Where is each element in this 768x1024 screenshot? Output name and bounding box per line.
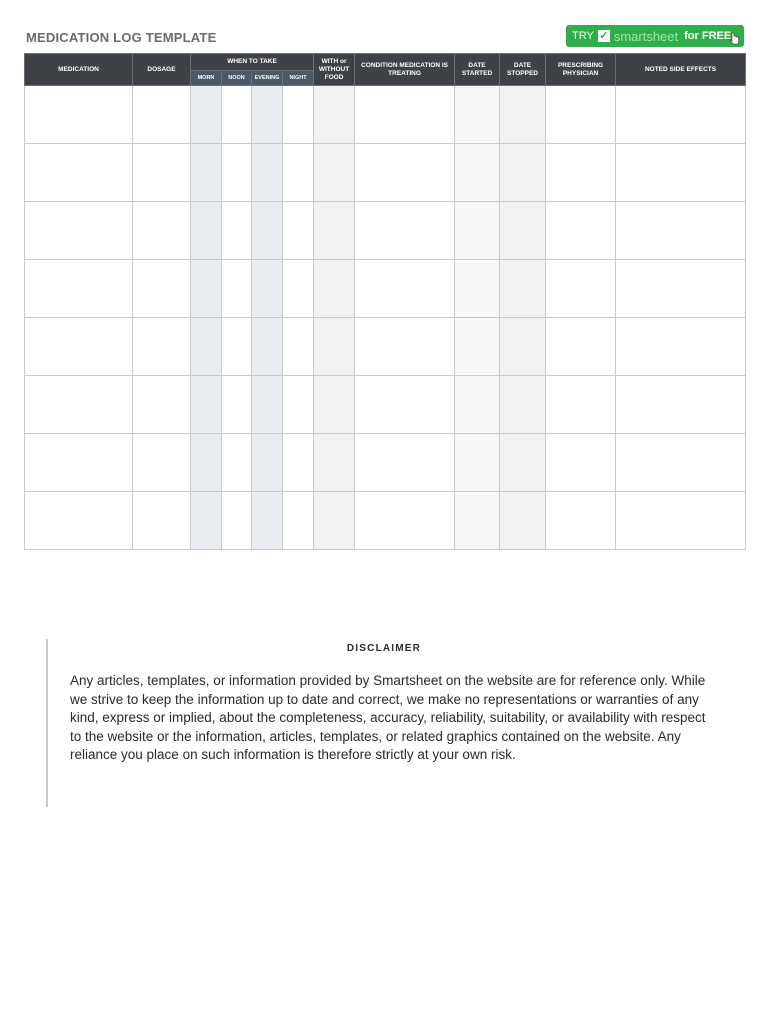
cell-side-effects[interactable] bbox=[616, 144, 746, 202]
cell-morn[interactable] bbox=[191, 492, 222, 550]
table-row bbox=[25, 86, 746, 144]
cell-night[interactable] bbox=[283, 202, 314, 260]
cell-noon[interactable] bbox=[222, 434, 252, 492]
cell-medication[interactable] bbox=[25, 376, 133, 434]
cell-dosage[interactable] bbox=[133, 376, 191, 434]
subheader-morn: MORN bbox=[191, 71, 222, 86]
cell-morn[interactable] bbox=[191, 86, 222, 144]
cell-night[interactable] bbox=[283, 492, 314, 550]
cell-date-started[interactable] bbox=[455, 318, 500, 376]
cell-morn[interactable] bbox=[191, 260, 222, 318]
cell-noon[interactable] bbox=[222, 376, 252, 434]
pointer-cursor-icon bbox=[729, 32, 740, 45]
cell-food[interactable] bbox=[314, 492, 355, 550]
table-row bbox=[25, 434, 746, 492]
disclaimer-divider bbox=[46, 639, 48, 807]
cell-night[interactable] bbox=[283, 260, 314, 318]
cell-evening[interactable] bbox=[252, 144, 283, 202]
cell-physician[interactable] bbox=[546, 86, 616, 144]
cell-condition[interactable] bbox=[355, 434, 455, 492]
cell-date-stopped[interactable] bbox=[500, 376, 546, 434]
subheader-night: NIGHT bbox=[283, 71, 314, 86]
cell-evening[interactable] bbox=[252, 202, 283, 260]
cell-food[interactable] bbox=[314, 376, 355, 434]
cell-side-effects[interactable] bbox=[616, 492, 746, 550]
table-body bbox=[25, 86, 746, 550]
cell-date-stopped[interactable] bbox=[500, 492, 546, 550]
header-condition: CONDITION MEDICATION IS TREATING bbox=[355, 54, 455, 86]
cell-medication[interactable] bbox=[25, 202, 133, 260]
cell-date-started[interactable] bbox=[455, 376, 500, 434]
cell-night[interactable] bbox=[283, 434, 314, 492]
cell-noon[interactable] bbox=[222, 202, 252, 260]
cell-night[interactable] bbox=[283, 144, 314, 202]
table-row bbox=[25, 492, 746, 550]
subheader-evening: EVENING bbox=[252, 71, 283, 86]
cell-dosage[interactable] bbox=[133, 86, 191, 144]
cell-date-stopped[interactable] bbox=[500, 260, 546, 318]
cell-evening[interactable] bbox=[252, 434, 283, 492]
cell-evening[interactable] bbox=[252, 260, 283, 318]
cell-medication[interactable] bbox=[25, 260, 133, 318]
cell-side-effects[interactable] bbox=[616, 434, 746, 492]
cell-medication[interactable] bbox=[25, 86, 133, 144]
header-date-stopped: DATE STOPPED bbox=[500, 54, 546, 86]
cell-morn[interactable] bbox=[191, 434, 222, 492]
cell-noon[interactable] bbox=[222, 144, 252, 202]
cell-side-effects[interactable] bbox=[616, 260, 746, 318]
disclaimer-body: Any articles, templates, or information provided by Smartsheet on the website are for reference only. While we strive to keep the information up to date and correct, we make no representations or warranties of any kind, express or implied, about the completeness, accuracy, reliability, suitability, or availability with respect to the website or the information, articles, templates, or related graphics contained on the website. Any reliance you place on such information is therefore strictly at your own risk. bbox=[70, 673, 706, 762]
cell-physician[interactable] bbox=[546, 376, 616, 434]
cell-night[interactable] bbox=[283, 376, 314, 434]
cell-evening[interactable] bbox=[252, 318, 283, 376]
cell-medication[interactable] bbox=[25, 144, 133, 202]
cell-condition[interactable] bbox=[355, 318, 455, 376]
cell-evening[interactable] bbox=[252, 376, 283, 434]
cell-date-started[interactable] bbox=[455, 144, 500, 202]
cell-evening[interactable] bbox=[252, 492, 283, 550]
cell-physician[interactable] bbox=[546, 202, 616, 260]
cell-food[interactable] bbox=[314, 86, 355, 144]
cell-date-stopped[interactable] bbox=[500, 434, 546, 492]
cell-physician[interactable] bbox=[546, 492, 616, 550]
cell-condition[interactable] bbox=[355, 260, 455, 318]
medication-log-table bbox=[24, 53, 746, 550]
cell-physician[interactable] bbox=[546, 318, 616, 376]
cell-date-started[interactable] bbox=[455, 260, 500, 318]
cell-morn[interactable] bbox=[191, 144, 222, 202]
cell-side-effects[interactable] bbox=[616, 318, 746, 376]
cell-food[interactable] bbox=[314, 260, 355, 318]
checkmark-icon: ✓ bbox=[599, 30, 609, 42]
cta-free-label: for FREE bbox=[684, 30, 732, 42]
cell-side-effects[interactable] bbox=[616, 86, 746, 144]
header-prescribing-physician: PRESCRIBING PHYSICIAN bbox=[546, 54, 616, 86]
page-title: MEDICATION LOG TEMPLATE bbox=[26, 30, 217, 45]
cell-dosage[interactable] bbox=[133, 202, 191, 260]
cell-medication[interactable] bbox=[25, 434, 133, 492]
cell-physician[interactable] bbox=[546, 144, 616, 202]
header-dosage: DOSAGE bbox=[133, 54, 191, 86]
header-when-to-take: WHEN TO TAKE bbox=[191, 54, 314, 71]
cell-noon[interactable] bbox=[222, 492, 252, 550]
subheader-noon: NOON bbox=[222, 71, 252, 86]
cell-dosage[interactable] bbox=[133, 260, 191, 318]
header-with-without-food: WITH or WITHOUT FOOD bbox=[314, 54, 355, 86]
cell-food[interactable] bbox=[314, 318, 355, 376]
header-date-started: DATE STARTED bbox=[455, 54, 500, 86]
cell-date-started[interactable] bbox=[455, 202, 500, 260]
cell-date-stopped[interactable] bbox=[500, 144, 546, 202]
cell-date-stopped[interactable] bbox=[500, 202, 546, 260]
cell-physician[interactable] bbox=[546, 260, 616, 318]
cta-try-label: TRY bbox=[572, 30, 594, 42]
cell-food[interactable] bbox=[314, 434, 355, 492]
table-row bbox=[25, 144, 746, 202]
cell-dosage[interactable] bbox=[133, 144, 191, 202]
cell-food[interactable] bbox=[314, 202, 355, 260]
disclaimer-heading: DISCLAIMER bbox=[346, 643, 422, 654]
cell-food[interactable] bbox=[314, 144, 355, 202]
cell-condition[interactable] bbox=[355, 86, 455, 144]
cell-dosage[interactable] bbox=[133, 318, 191, 376]
cell-date-stopped[interactable] bbox=[500, 86, 546, 144]
table-row bbox=[25, 376, 746, 434]
cell-morn[interactable] bbox=[191, 376, 222, 434]
cell-date-started[interactable] bbox=[455, 86, 500, 144]
cell-date-stopped[interactable] bbox=[500, 318, 546, 376]
cell-condition[interactable] bbox=[355, 202, 455, 260]
cell-medication[interactable] bbox=[25, 492, 133, 550]
cell-date-started[interactable] bbox=[455, 492, 500, 550]
cell-morn[interactable] bbox=[191, 318, 222, 376]
cell-side-effects[interactable] bbox=[616, 202, 746, 260]
cell-side-effects[interactable] bbox=[616, 376, 746, 434]
cell-noon[interactable] bbox=[222, 86, 252, 144]
cell-night[interactable] bbox=[283, 86, 314, 144]
cell-night[interactable] bbox=[283, 318, 314, 376]
header-side-effects: NOTED SIDE EFFECTS bbox=[616, 54, 746, 86]
header-medication: MEDICATION bbox=[25, 54, 133, 86]
cell-morn[interactable] bbox=[191, 202, 222, 260]
cell-condition[interactable] bbox=[355, 144, 455, 202]
cell-condition[interactable] bbox=[355, 376, 455, 434]
smartsheet-logo-text: smartsheet bbox=[613, 28, 679, 44]
cell-dosage[interactable] bbox=[133, 492, 191, 550]
table-row bbox=[25, 260, 746, 318]
cell-physician[interactable] bbox=[546, 434, 616, 492]
cell-medication[interactable] bbox=[25, 318, 133, 376]
cell-date-started[interactable] bbox=[455, 434, 500, 492]
try-smartsheet-button[interactable] bbox=[566, 25, 744, 47]
cell-noon[interactable] bbox=[222, 260, 252, 318]
cell-dosage[interactable] bbox=[133, 434, 191, 492]
cell-evening[interactable] bbox=[252, 86, 283, 144]
table-row bbox=[25, 202, 746, 260]
table-row bbox=[25, 318, 746, 376]
cell-condition[interactable] bbox=[355, 492, 455, 550]
cell-noon[interactable] bbox=[222, 318, 252, 376]
